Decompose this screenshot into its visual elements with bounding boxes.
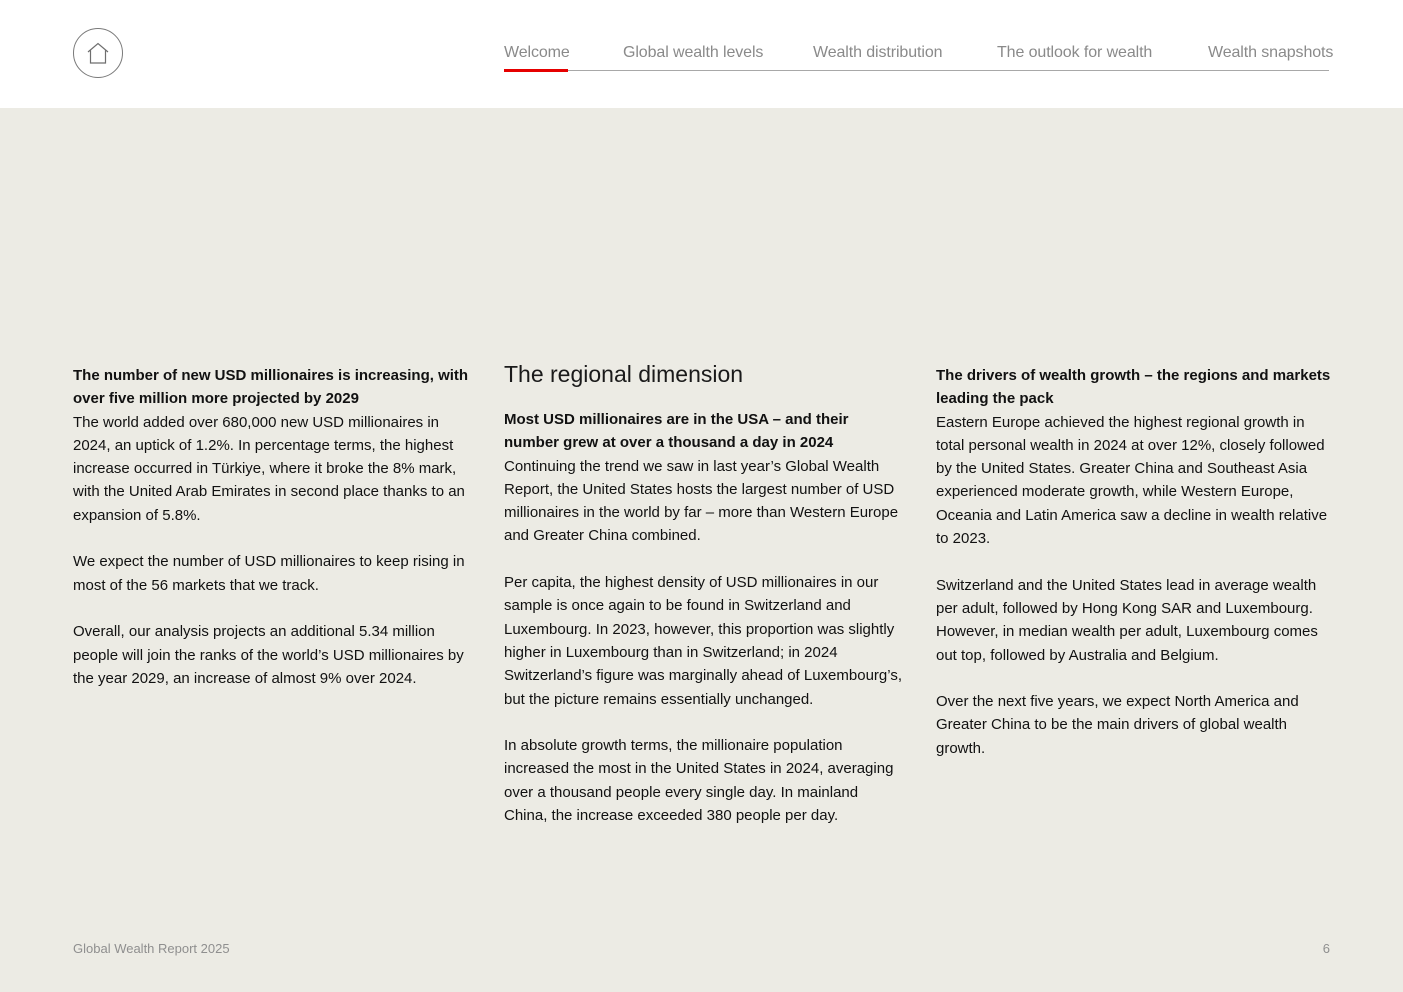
active-tab-indicator — [504, 69, 568, 72]
middle-paragraph-2: Per capita, the highest density of USD millionaires in our sample is once again to be found in Switzerland and Luxembourg. In 2023, however, this proportion was slightly higher in Luxembourg than in Switzerland; in 2024 Switzerland’s figure was marginally ahead of Luxembourg’s, but the picture remains essentially unchanged. — [504, 574, 902, 708]
nav-divider — [504, 70, 1329, 71]
left-lead: The number of new USD millionaires is increasing, with over five million more projected by 2029 — [73, 367, 469, 408]
tab-wealth-distribution[interactable]: Wealth distribution — [813, 44, 943, 61]
top-navigation-bar — [0, 0, 1403, 108]
section-nav — [504, 44, 1334, 72]
tab-welcome[interactable]: Welcome — [504, 44, 570, 61]
middle-lead: Most USD millionaires are in the USA – and their number grew at over a thousand a day in 2024 — [504, 411, 849, 452]
right-paragraph-1: Eastern Europe achieved the highest regional growth in total personal wealth in 2024 at over 12%, closely followed by the United States. Greater China and Southeast Asia experienced moderate growth, while Western Europe, Oceania and Latin America saw a decline in wealth relative to 2023. — [936, 413, 1328, 548]
page-number: 6 — [1322, 941, 1330, 956]
right-lead: The drivers of wealth growth – the regions and markets leading the pack — [936, 367, 1331, 408]
middle-paragraph-3: In absolute growth terms, the millionaire population increased the most in the United States in 2024, averaging over a thousand people every single day. In mainland China, the increase exceeded 380 people per day. — [504, 737, 894, 825]
middle-paragraph-1: Continuing the trend we saw in last year’s Global Wealth Report, the United States hosts the largest number of USD millionaires in the world by far – more than Western Europe and Greater China combined. — [504, 457, 899, 545]
tab-outlook-for-wealth[interactable]: The outlook for wealth — [997, 44, 1153, 61]
section-heading: The regional dimension — [504, 361, 744, 387]
column-left — [73, 364, 471, 713]
home-icon — [86, 42, 110, 64]
left-paragraph-3: Overall, our analysis projects an additional 5.34 million people will join the ranks of the world’s USD millionaires by the year 2029, an increase of almost 9% over 2024. — [73, 623, 464, 687]
right-paragraph-2: Switzerland and the United States lead in average wealth per adult, followed by Hong Kong SAR and Luxembourg. However, in median wealth per adult, Luxembourg comes out top, followed by Australia and Belgium. — [936, 576, 1318, 664]
right-paragraph-3: Over the next five years, we expect North America and Greater China to be the main drivers of global wealth growth. — [936, 693, 1299, 757]
tab-global-wealth-levels[interactable]: Global wealth levels — [623, 44, 764, 61]
column-right — [936, 364, 1334, 783]
footer-report-title: Global Wealth Report 2025 — [73, 941, 230, 956]
home-button[interactable] — [73, 28, 123, 78]
left-paragraph-2: We expect the number of USD millionaires to keep rising in most of the 56 markets that we track. — [73, 553, 465, 594]
tab-wealth-snapshots[interactable]: Wealth snapshots — [1208, 44, 1334, 61]
column-middle — [504, 360, 902, 851]
left-paragraph-1: The world added over 680,000 new USD millionaires in 2024, an uptick of 1.2%. In percentage terms, the highest increase occurred in Türkiye, where it broke the 8% mark, with the United Arab Emirates in second place thanks to an expansion of 5.8%. — [73, 413, 465, 524]
